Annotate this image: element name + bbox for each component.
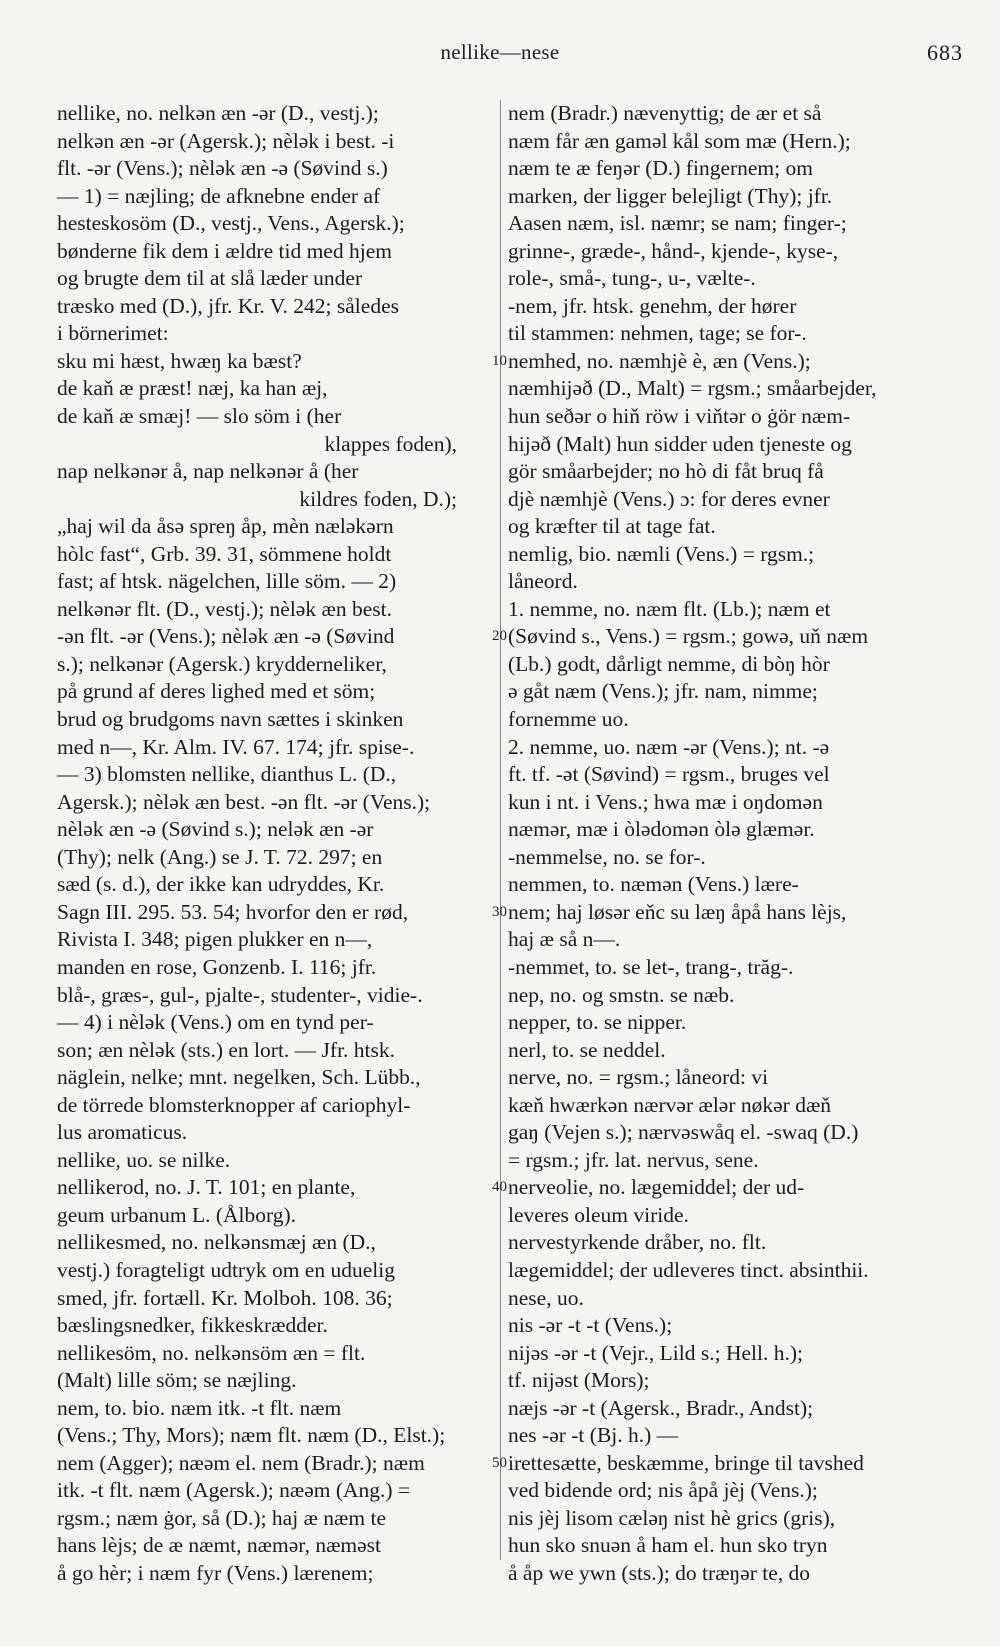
text-line: nellike, no. nelkən æn -ər (D., vestj.); bbox=[57, 101, 379, 125]
text-line: gaŋ (Vejen s.); nærvəswåq el. -swaq (D.) bbox=[508, 1120, 859, 1145]
text-line: nis -ər -t -t (Vens.); bbox=[508, 1313, 673, 1338]
text-line: de kaň æ smæj! — slo söm i (her bbox=[57, 404, 342, 429]
text-line: i börnerimet: bbox=[57, 321, 169, 346]
text-line: -nemmelse, no. se for-. bbox=[508, 844, 706, 869]
text-line: nerveolie, no. lægemiddel; der ud- bbox=[508, 1175, 805, 1200]
text-line: irettesætte, beskæmme, bringe til tavshed bbox=[508, 1450, 864, 1475]
text-line: nemmen, to. næmən (Vens.) lære- bbox=[508, 872, 799, 897]
text-line: s.); nelkənər (Agersk.) krydderneliker, bbox=[57, 651, 387, 676]
text-line: hòlc fast“, Grb. 39. 31, sömmene holdt bbox=[57, 541, 392, 566]
text-line: hesteskosöm (D., vestj., Vens., Agersk.); bbox=[57, 211, 405, 236]
text-line: nelkənər flt. (D., vestj.); nèlək æn best. bbox=[57, 596, 392, 621]
text-line: leveres oleum viride. bbox=[508, 1202, 689, 1227]
text-line: klappes foden), bbox=[324, 431, 457, 456]
left-column bbox=[57, 100, 457, 1588]
text-line: -nem, jfr. htsk. genehm, der hører bbox=[508, 293, 797, 318]
text-line: haj æ så n—. bbox=[508, 927, 621, 952]
text-line: näglein, nelke; mnt. negelken, Sch. Lübb., bbox=[57, 1065, 421, 1090]
line-number: 10 bbox=[492, 352, 507, 369]
text-line: bønderne fik dem i ældre tid med hjem bbox=[57, 238, 392, 263]
text-line: lægemiddel; der udleveres tinct. absinthii. bbox=[508, 1257, 869, 1282]
text-line: nem; haj løsər eňc su læŋ åpå hans lèjs, bbox=[508, 899, 847, 924]
text-line: næmhijəð (D., Malt) = rgsm.; småarbejder, bbox=[508, 376, 877, 401]
text-line: fast; af htsk. nägelchen, lille söm. — 2) bbox=[57, 569, 397, 594]
text-line: smed, jfr. fortæll. Kr. Molboh. 108. 36; bbox=[57, 1285, 393, 1310]
text-line: brud og brudgoms navn sættes i skinken bbox=[57, 707, 404, 732]
text-line: sæd (s. d.), der ikke kan udryddes, Kr. bbox=[57, 872, 385, 897]
text-line: 2. nemme, uo. næm -ər (Vens.); nt. -ə bbox=[508, 734, 830, 759]
text-line: nellikerod, no. J. T. 101; en plante, bbox=[57, 1175, 356, 1200]
text-line: til stammen: nehmen, tage; se for-. bbox=[508, 321, 807, 346]
text-line: fornemme uo. bbox=[508, 707, 629, 732]
text-line: vestj.) foragteligt udtryk om en uduelig bbox=[57, 1257, 395, 1282]
text-line: bæslingsnedker, fikkeskrædder. bbox=[57, 1313, 328, 1338]
text-line: næmər, mæ i òlədomən òlə glæmər. bbox=[508, 817, 815, 842]
column-rule bbox=[500, 100, 501, 1560]
line-number: 20 bbox=[492, 628, 507, 645]
text-line: nemhed, no. næmhjè è, æn (Vens.); bbox=[508, 348, 811, 373]
text-line: nep, no. og smstn. se næb. bbox=[508, 982, 735, 1007]
text-line: (Lb.) godt, dårligt nemme, di bòŋ hòr bbox=[508, 651, 830, 676]
text-line: role-, små-, tung-, u-, vælte-. bbox=[508, 266, 756, 291]
text-line: nese, uo. bbox=[508, 1285, 584, 1310]
page-number: 683 bbox=[927, 40, 963, 65]
text-line: „haj wil da åsə spreŋ åp, mèn næləkərn bbox=[57, 514, 394, 539]
text-line: sku mi hæst, hwæŋ ka bæst? bbox=[57, 348, 302, 373]
text-line: -ən flt. -ər (Vens.); nèlək æn -ə (Søvind bbox=[57, 624, 395, 649]
text-line: nes -ər -t (Bj. h.) — bbox=[508, 1423, 679, 1448]
text-line: flt. -ər (Vens.); nèlək æn -ə (Søvind s.) bbox=[57, 156, 388, 181]
text-line: nervestyrkende dråber, no. flt. bbox=[508, 1230, 767, 1255]
text-line: Sagn III. 295. 53. 54; hvorfor den er rød, bbox=[57, 899, 409, 924]
right-column bbox=[508, 100, 908, 1588]
text-line: Agersk.); nèlək æn best. -ən flt. -ər (Vens.); bbox=[57, 789, 431, 814]
text-line: næm får æn gaməl kål som mæ (Hern.); bbox=[508, 128, 851, 153]
text-line: (Vens.; Thy, Mors); næm flt. næm (D., Elst.); bbox=[57, 1423, 446, 1448]
text-line: hijəð (Malt) hun sidder uden tjeneste og bbox=[508, 431, 852, 456]
text-line: de törrede blomsterknopper af cariophyl- bbox=[57, 1092, 411, 1117]
text-line: og kræfter til at tage fat. bbox=[508, 514, 716, 539]
line-number: 50 bbox=[492, 1454, 507, 1471]
text-line: nerl, to. se neddel. bbox=[508, 1037, 666, 1062]
text-line: nepper, to. se nipper. bbox=[508, 1010, 687, 1035]
text-line: nis jèj lisom cæləŋ nist hè grics (gris), bbox=[508, 1505, 836, 1530]
text-line: nelkən æn -ər (Agersk.); nèlək i best. -i bbox=[57, 128, 395, 153]
text-line: kildres foden, D.); bbox=[299, 486, 457, 511]
text-line: lus aromaticus. bbox=[57, 1120, 188, 1145]
text-line: tf. nijəst (Mors); bbox=[508, 1368, 650, 1393]
text-line: djè næmhjè (Vens.) ɔ: for deres evner bbox=[508, 486, 830, 511]
text-line: ved bidende ord; nis åpå jèj (Vens.); bbox=[508, 1478, 818, 1503]
text-line: nellike, uo. se nilke. bbox=[57, 1147, 231, 1172]
running-head: nellike—nese bbox=[440, 40, 560, 64]
text-line: — 1) = næjling; de afknebne ender af bbox=[57, 183, 381, 208]
text-line: nem (Agger); næəm el. nem (Bradr.); næm bbox=[57, 1450, 425, 1475]
text-line: nellikesöm, no. nelkənsöm æn = flt. bbox=[57, 1340, 366, 1365]
text-line: Rivista I. 348; pigen plukker en n—, bbox=[57, 927, 373, 952]
text-line: ə gåt næm (Vens.); jfr. nam, nimme; bbox=[508, 679, 818, 704]
text-line: — 4) i nèlək (Vens.) om en tynd per- bbox=[57, 1010, 374, 1035]
text-line: = rgsm.; jfr. lat. nervus, sene. bbox=[508, 1147, 759, 1172]
text-line: nap nelkənər å, nap nelkənər å (her bbox=[57, 459, 359, 484]
text-line: næm te æ feŋər (D.) fingernem; om bbox=[508, 156, 813, 181]
text-line: nellikesmed, no. nelkənsmæj æn (D., bbox=[57, 1230, 376, 1255]
text-line: låneord. bbox=[508, 569, 578, 594]
text-line: nèlək æn -ə (Søvind s.); nelək æn -ər bbox=[57, 817, 374, 842]
text-line: nem, to. bio. næm itk. -t flt. næm bbox=[57, 1395, 342, 1420]
text-line: nemlig, bio. næmli (Vens.) = rgsm.; bbox=[508, 541, 815, 566]
text-line: nerve, no. = rgsm.; låneord: vi bbox=[508, 1065, 769, 1090]
text-line: nijəs -ər -t (Vejr., Lild s.; Hell. h.); bbox=[508, 1340, 803, 1365]
text-line: og brugte dem til at slå læder under bbox=[57, 266, 363, 291]
text-line: geum urbanum L. (Ålborg). bbox=[57, 1202, 297, 1227]
text-line: (Malt) lille söm; se næjling. bbox=[57, 1368, 297, 1393]
text-line: nem (Bradr.) nævenyttig; de ær et så bbox=[508, 101, 822, 125]
line-number: 30 bbox=[492, 903, 507, 920]
text-line: gör småarbejder; no hò di fåt bruq få bbox=[508, 459, 824, 484]
text-line: næjs -ər -t (Agersk., Bradr., Andst); bbox=[508, 1395, 814, 1420]
text-line: blå-, græs-, gul-, pjalte-, studenter-, vidie-. bbox=[57, 982, 423, 1007]
text-line: hun sko snuən å ham el. hun sko tryn bbox=[508, 1533, 828, 1558]
text-line: — 3) blomsten nellike, dianthus L. (D., bbox=[57, 762, 397, 787]
text-line: på grund af deres lighed med et söm; bbox=[57, 679, 376, 704]
text-line: manden en rose, Gonzenb. I. 116; jfr. bbox=[57, 954, 377, 979]
text-line: kun i nt. i Vens.; hwa mæ i oŋdomən bbox=[508, 789, 823, 814]
text-line: son; æn nèlək (sts.) en lort. — Jfr. htsk. bbox=[57, 1037, 396, 1062]
text-line: rgsm.; næm ġor, så (D.); haj æ næm te bbox=[57, 1505, 386, 1530]
text-line: å go hèr; i næm fyr (Vens.) lærenem; bbox=[57, 1560, 374, 1585]
text-line: (Søvind s., Vens.) = rgsm.; gowə, uň næm bbox=[508, 624, 869, 649]
text-line: marken, der ligger belejligt (Thy); jfr. bbox=[508, 183, 833, 208]
text-line: træsko med (D.), jfr. Kr. V. 242; således bbox=[57, 293, 399, 318]
text-line: kæň hwærkən nærvər ælər nøkər dæň bbox=[508, 1092, 832, 1117]
line-number: 40 bbox=[492, 1179, 507, 1196]
text-line: -nemmet, to. se let-, trang-, trăg-. bbox=[508, 954, 794, 979]
text-line: itk. -t flt. næm (Agersk.); næəm (Ang.) = bbox=[57, 1478, 411, 1503]
text-line: grinne-, græde-, hånd-, kjende-, kyse-, bbox=[508, 238, 839, 263]
text-line: å åp we ywn (sts.); do træŋər te, do bbox=[508, 1560, 811, 1585]
text-line: 1. nemme, no. næm flt. (Lb.); næm et bbox=[508, 596, 831, 621]
text-line: Aasen næm, isl. næmr; se nam; finger-; bbox=[508, 211, 847, 236]
text-line: hans lèjs; de æ næmt, næmər, næməst bbox=[57, 1533, 382, 1558]
text-line: de kaň æ præst! næj, ka han æj, bbox=[57, 376, 328, 401]
text-line: med n—, Kr. Alm. IV. 67. 174; jfr. spise-. bbox=[57, 734, 415, 759]
text-line: ft. tf. -ət (Søvind) = rgsm., bruges vel bbox=[508, 762, 830, 787]
text-line: hun seðər o hiň röw i viňtər o ġör næm- bbox=[508, 404, 851, 429]
text-line: (Thy); nelk (Ang.) se J. T. 72. 297; en bbox=[57, 844, 383, 869]
